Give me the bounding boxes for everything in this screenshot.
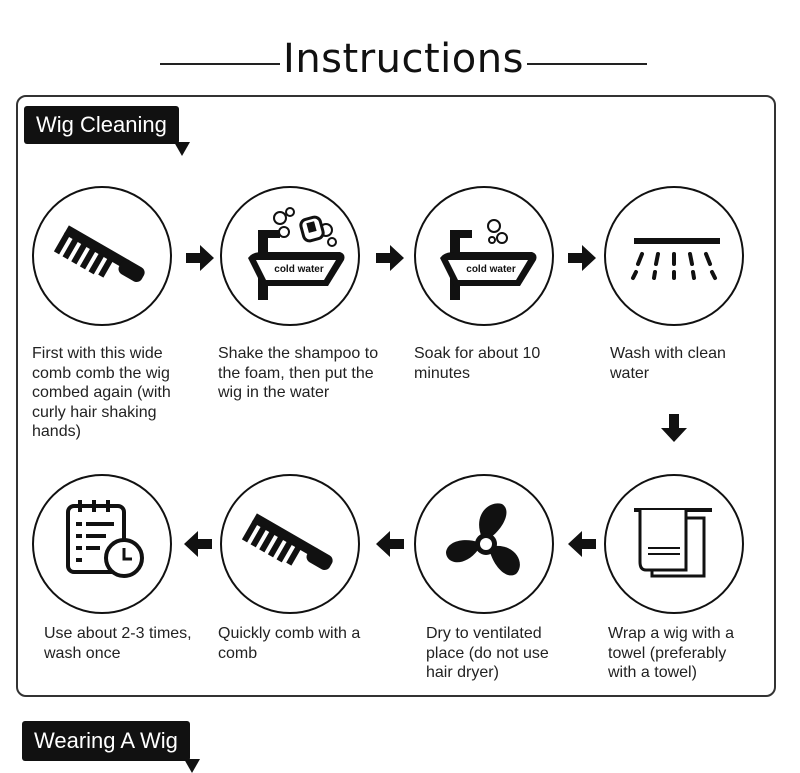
tag-tail <box>184 759 200 773</box>
title-divider-left <box>160 63 280 65</box>
arrow-down-icon <box>658 412 690 444</box>
section-tag-label: Wearing A Wig <box>34 728 178 753</box>
arrow-right-icon <box>374 242 406 274</box>
calendar-clock-icon <box>34 476 170 612</box>
fan-icon <box>416 476 552 612</box>
arrow-left-icon <box>566 528 598 560</box>
arrow-left-icon <box>182 528 214 560</box>
step-8-caption: Use about 2-3 times, wash once <box>44 625 192 662</box>
section-tag-wearing-a-wig <box>22 721 190 761</box>
step-7-circle <box>220 474 360 614</box>
title-divider-right <box>527 63 647 65</box>
step-2-caption: Shake the shampoo to the foam, then put the wig in the water <box>218 345 379 401</box>
step-2-circle <box>220 186 360 326</box>
step-6-caption: Dry to ventilated place (do not use hair dryer) <box>426 625 549 681</box>
step-1-circle <box>32 186 172 326</box>
step-8-circle <box>32 474 172 614</box>
section-tag-label: Wig Cleaning <box>36 112 167 137</box>
basin-icon <box>416 188 552 324</box>
shower-icon <box>606 188 742 324</box>
basin-shampoo-icon <box>222 188 358 324</box>
step-6-circle <box>414 474 554 614</box>
towel-icon <box>606 476 742 612</box>
basin-label: cold water <box>466 264 516 275</box>
step-4-caption: Wash with clean water <box>610 345 726 382</box>
tag-tail <box>174 142 190 156</box>
step-1-caption: First with this wide comb comb the wig combed again (with curly hair shaking hands) <box>32 345 171 440</box>
step-3-circle <box>414 186 554 326</box>
step-3-caption: Soak for about 10 minutes <box>414 345 541 382</box>
step-7-caption: Quickly comb with a comb <box>218 625 361 662</box>
comb-icon <box>222 476 358 612</box>
arrow-right-icon <box>566 242 598 274</box>
step-5-circle <box>604 474 744 614</box>
section-tag-wig-cleaning <box>24 106 179 144</box>
page-title: Instructions <box>283 36 524 82</box>
title-row <box>0 18 800 82</box>
comb-icon <box>34 188 170 324</box>
step-4-circle <box>604 186 744 326</box>
arrow-left-icon <box>374 528 406 560</box>
basin-label: cold water <box>274 264 324 275</box>
arrow-right-icon <box>184 242 216 274</box>
step-5-caption: Wrap a wig with a towel (preferably with a towel) <box>608 625 734 681</box>
